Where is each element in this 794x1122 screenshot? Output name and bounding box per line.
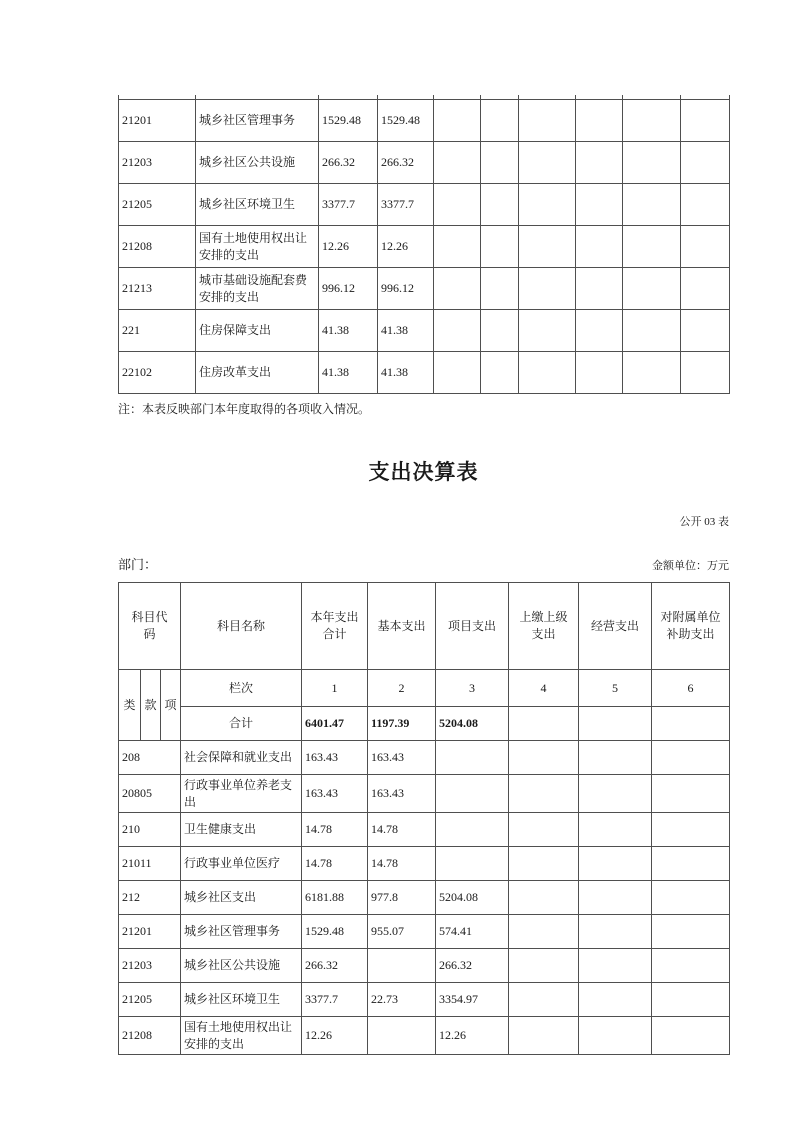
header-operating-expense: 经营支出 <box>579 583 652 670</box>
empty-cell <box>481 226 519 268</box>
amount-cell: 3377.7 <box>302 983 368 1017</box>
empty-cell <box>368 1017 436 1055</box>
empty-cell <box>623 226 681 268</box>
amount-cell: 996.12 <box>319 268 378 310</box>
subject-name-cell: 城市基础设施配套费安排的支出 <box>196 268 319 310</box>
empty-cell <box>481 352 519 394</box>
subject-name-cell: 城乡社区管理事务 <box>181 915 302 949</box>
amount-cell: 41.38 <box>319 352 378 394</box>
amount-cell: 5204.08 <box>436 881 509 915</box>
empty-cell <box>509 707 579 741</box>
subject-name-cell: 行政事业单位医疗 <box>181 847 302 881</box>
table-row <box>119 949 730 983</box>
amount-cell: 3377.7 <box>378 184 434 226</box>
empty-cell <box>509 813 579 847</box>
empty-cell <box>509 881 579 915</box>
empty-cell <box>368 949 436 983</box>
subject-name-cell: 国有土地使用权出让安排的支出 <box>181 1017 302 1055</box>
total-amount-cell: 5204.08 <box>436 707 509 741</box>
empty-cell <box>509 775 579 813</box>
empty-cell <box>652 813 730 847</box>
subheader-section: 款 <box>141 670 161 741</box>
empty-cell <box>681 268 730 310</box>
empty-cell <box>509 741 579 775</box>
empty-cell <box>652 707 730 741</box>
subject-code-cell: 21203 <box>119 949 181 983</box>
table-row <box>119 775 730 813</box>
empty-cell <box>579 741 652 775</box>
empty-cell <box>481 184 519 226</box>
empty-cell <box>509 983 579 1017</box>
empty-cell <box>576 268 623 310</box>
table-row <box>119 142 730 184</box>
income-table <box>118 95 730 394</box>
income-table-note: 注：本表反映部门本年度取得的各项收入情况。 <box>118 402 371 416</box>
column-index-3: 3 <box>436 670 509 707</box>
empty-cell <box>509 1017 579 1055</box>
subject-name-cell: 城乡社区公共设施 <box>181 949 302 983</box>
empty-cell <box>509 949 579 983</box>
amount-cell: 12.26 <box>436 1017 509 1055</box>
empty-cell <box>576 142 623 184</box>
subject-name-cell: 城乡社区支出 <box>181 881 302 915</box>
empty-cell <box>509 847 579 881</box>
amount-cell: 14.78 <box>368 813 436 847</box>
subject-name-cell: 城乡社区环境卫生 <box>196 184 319 226</box>
column-index-4: 4 <box>509 670 579 707</box>
empty-cell <box>576 226 623 268</box>
empty-cell <box>576 100 623 142</box>
empty-cell <box>623 184 681 226</box>
amount-cell: 266.32 <box>378 142 434 184</box>
subject-name-cell: 城乡社区公共设施 <box>196 142 319 184</box>
subject-name-cell: 行政事业单位养老支出 <box>181 775 302 813</box>
empty-cell <box>623 310 681 352</box>
empty-cell <box>519 184 576 226</box>
empty-cell <box>519 268 576 310</box>
amount-cell: 163.43 <box>368 741 436 775</box>
amount-cell: 41.38 <box>319 310 378 352</box>
subject-name-cell: 国有土地使用权出让安排的支出 <box>196 226 319 268</box>
column-index-row <box>119 670 730 707</box>
amount-cell: 163.43 <box>302 741 368 775</box>
empty-cell <box>519 142 576 184</box>
empty-cell <box>434 352 481 394</box>
subject-code-cell: 22102 <box>119 352 196 394</box>
subject-name-cell: 城乡社区管理事务 <box>196 100 319 142</box>
amount-cell: 12.26 <box>302 1017 368 1055</box>
empty-cell <box>623 352 681 394</box>
header-basic-expense: 基本支出 <box>368 583 436 670</box>
empty-cell <box>681 226 730 268</box>
subject-code-cell: 212 <box>119 881 181 915</box>
table-row <box>119 310 730 352</box>
empty-cell <box>652 881 730 915</box>
empty-cell <box>519 310 576 352</box>
amount-cell: 163.43 <box>368 775 436 813</box>
amount-cell: 14.78 <box>302 847 368 881</box>
amount-cell: 41.38 <box>378 352 434 394</box>
expense-table <box>118 582 730 1055</box>
empty-cell <box>681 142 730 184</box>
header-upturned-expense: 上缴上级支出 <box>509 583 579 670</box>
empty-cell <box>481 142 519 184</box>
table-row <box>119 184 730 226</box>
empty-cell <box>519 100 576 142</box>
amount-cell: 41.38 <box>378 310 434 352</box>
empty-cell <box>436 775 509 813</box>
empty-cell <box>652 949 730 983</box>
expense-header-row <box>119 583 730 670</box>
table-row <box>119 1017 730 1055</box>
subject-code-cell: 21203 <box>119 142 196 184</box>
table-meta-row <box>118 554 729 573</box>
empty-cell <box>652 915 730 949</box>
amount-cell: 22.73 <box>368 983 436 1017</box>
amount-cell: 12.26 <box>378 226 434 268</box>
empty-cell <box>579 707 652 741</box>
amount-cell: 14.78 <box>368 847 436 881</box>
subject-name-cell: 住房保障支出 <box>196 310 319 352</box>
empty-cell <box>434 226 481 268</box>
table-row <box>119 881 730 915</box>
header-total-expense: 本年支出合计 <box>302 583 368 670</box>
total-amount-cell: 1197.39 <box>368 707 436 741</box>
amount-cell: 996.12 <box>378 268 434 310</box>
column-index-label: 栏次 <box>181 670 302 707</box>
empty-cell <box>579 775 652 813</box>
table-row <box>119 352 730 394</box>
empty-cell <box>434 310 481 352</box>
table-row <box>119 268 730 310</box>
table-row <box>119 100 730 142</box>
subject-code-cell: 21205 <box>119 983 181 1017</box>
empty-cell <box>434 268 481 310</box>
empty-cell <box>579 915 652 949</box>
empty-cell <box>519 226 576 268</box>
total-amount-cell: 6401.47 <box>302 707 368 741</box>
amount-cell: 1529.48 <box>302 915 368 949</box>
amount-cell: 3377.7 <box>319 184 378 226</box>
empty-cell <box>519 352 576 394</box>
amount-cell: 3354.97 <box>436 983 509 1017</box>
empty-cell <box>579 1017 652 1055</box>
amount-cell: 1529.48 <box>378 100 434 142</box>
empty-cell <box>681 310 730 352</box>
amount-cell: 6181.88 <box>302 881 368 915</box>
subject-name-cell: 社会保障和就业支出 <box>181 741 302 775</box>
header-subject-code: 科目代码 <box>119 583 181 670</box>
unit-label: 金额单位：万元 <box>652 560 729 572</box>
amount-cell: 574.41 <box>436 915 509 949</box>
empty-cell <box>434 184 481 226</box>
empty-cell <box>576 310 623 352</box>
total-label: 合计 <box>181 707 302 741</box>
amount-cell: 266.32 <box>319 142 378 184</box>
empty-cell <box>652 847 730 881</box>
empty-cell <box>436 813 509 847</box>
empty-cell <box>652 775 730 813</box>
subject-code-cell: 21011 <box>119 847 181 881</box>
department-label: 部门： <box>118 557 158 572</box>
subject-name-cell: 住房改革支出 <box>196 352 319 394</box>
empty-cell <box>436 741 509 775</box>
amount-cell: 266.32 <box>302 949 368 983</box>
table-row <box>119 847 730 881</box>
column-index-6: 6 <box>652 670 730 707</box>
subheader-item: 项 <box>161 670 181 741</box>
empty-cell <box>579 949 652 983</box>
header-subsidy-expense: 对附属单位补助支出 <box>652 583 730 670</box>
subject-code-cell: 21208 <box>119 1017 181 1055</box>
page-content <box>118 0 729 1055</box>
subject-name-cell: 卫生健康支出 <box>181 813 302 847</box>
empty-cell <box>576 184 623 226</box>
table-row <box>119 813 730 847</box>
subject-code-cell: 20805 <box>119 775 181 813</box>
amount-cell: 977.8 <box>368 881 436 915</box>
amount-cell: 163.43 <box>302 775 368 813</box>
empty-cell <box>434 100 481 142</box>
subject-code-cell: 208 <box>119 741 181 775</box>
empty-cell <box>652 1017 730 1055</box>
empty-cell <box>481 100 519 142</box>
column-index-5: 5 <box>579 670 652 707</box>
empty-cell <box>579 983 652 1017</box>
subject-code-cell: 210 <box>119 813 181 847</box>
empty-cell <box>436 847 509 881</box>
amount-cell: 1529.48 <box>319 100 378 142</box>
empty-cell <box>623 100 681 142</box>
header-project-expense: 项目支出 <box>436 583 509 670</box>
table-row <box>119 741 730 775</box>
empty-cell <box>623 142 681 184</box>
empty-cell <box>579 881 652 915</box>
table-row <box>119 915 730 949</box>
empty-cell <box>434 142 481 184</box>
subject-name-cell: 城乡社区环境卫生 <box>181 983 302 1017</box>
table-row <box>119 226 730 268</box>
subject-code-cell: 21213 <box>119 268 196 310</box>
header-subject-name: 科目名称 <box>181 583 302 670</box>
amount-cell: 266.32 <box>436 949 509 983</box>
table-row <box>119 983 730 1017</box>
amount-cell: 955.07 <box>368 915 436 949</box>
column-index-2: 2 <box>368 670 436 707</box>
empty-cell <box>579 847 652 881</box>
amount-cell: 12.26 <box>319 226 378 268</box>
amount-cell: 14.78 <box>302 813 368 847</box>
subject-code-cell: 21205 <box>119 184 196 226</box>
empty-cell <box>681 100 730 142</box>
subheader-class: 类 <box>119 670 141 741</box>
subject-code-cell: 21208 <box>119 226 196 268</box>
empty-cell <box>652 983 730 1017</box>
page-title: 支出决算表 <box>368 460 479 484</box>
empty-cell <box>579 813 652 847</box>
table-code-label: 公开 03 表 <box>679 516 729 528</box>
subject-code-cell: 21201 <box>119 915 181 949</box>
empty-cell <box>681 184 730 226</box>
column-index-1: 1 <box>302 670 368 707</box>
empty-cell <box>576 352 623 394</box>
empty-cell <box>652 741 730 775</box>
empty-cell <box>509 915 579 949</box>
total-row <box>119 707 730 741</box>
subject-code-cell: 21201 <box>119 100 196 142</box>
subject-code-cell: 221 <box>119 310 196 352</box>
empty-cell <box>623 268 681 310</box>
empty-cell <box>481 310 519 352</box>
empty-cell <box>681 352 730 394</box>
empty-cell <box>481 268 519 310</box>
